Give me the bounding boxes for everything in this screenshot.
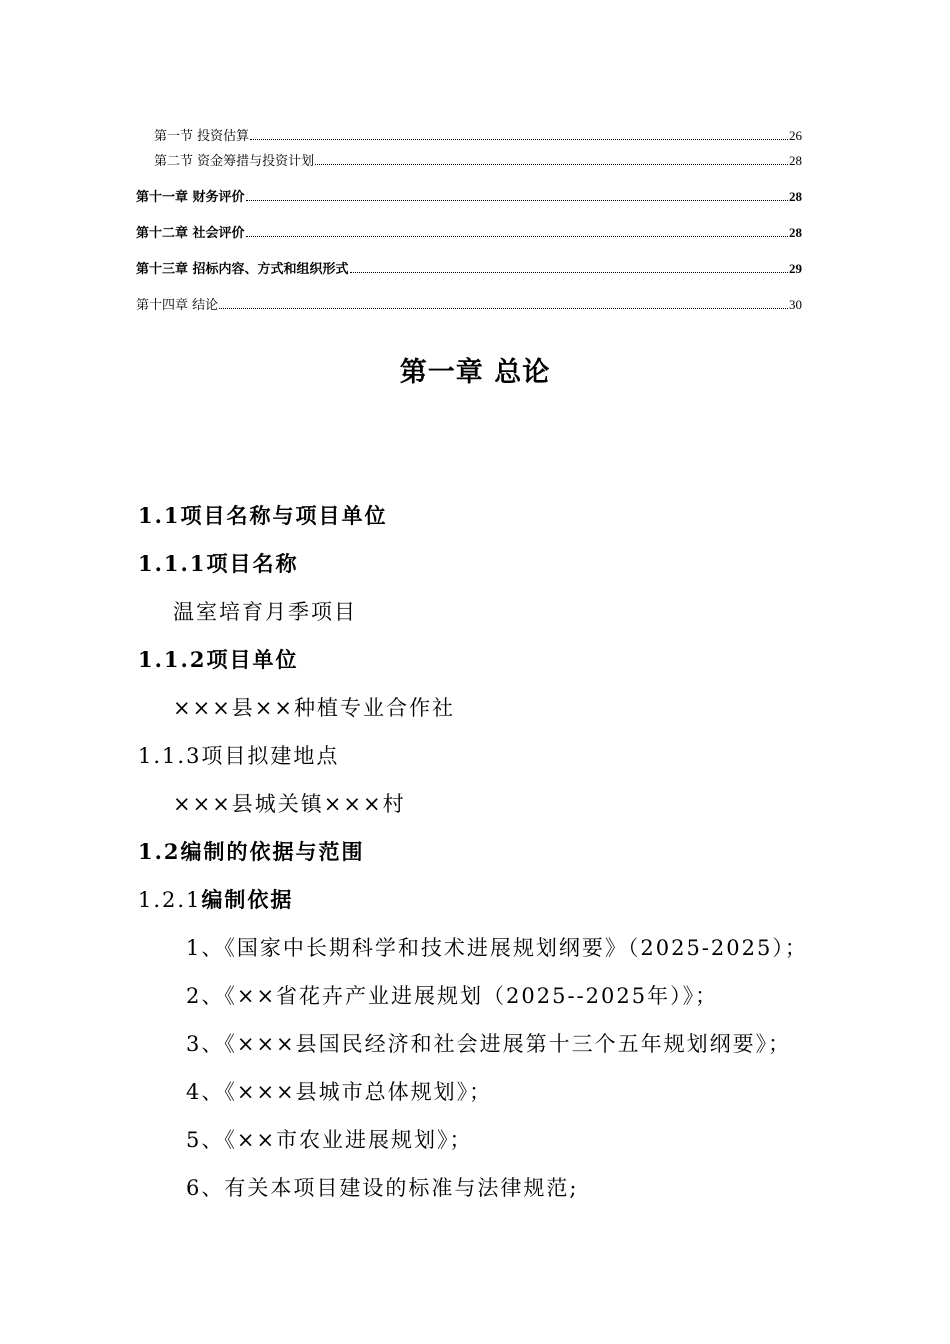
basis-item: 5、《××市农业进展规划》； [186,1128,473,1152]
toc-entry-label: 第十三章 招标内容、方式和组织形式 [136,262,349,277]
toc-entry-label: 第二节 资金筹措与投资计划 [154,154,315,169]
section-heading-1-1: 1.1项目名称与项目单位 [138,503,388,528]
toc-entry-label: 第十四章 结论 [136,298,219,313]
toc-leader-dots [246,236,788,237]
toc-entry-page: 28 [789,189,802,204]
section-title: 编制依据 [201,887,294,912]
toc-entry-label: 第十一章 财务评价 [136,190,245,205]
section-heading-1-1-3: 1.1.3项目拟建地点 [138,744,340,768]
project-location-text: ×××县城关镇×××村 [173,792,406,816]
basis-item: 3、《×××县国民经济和社会进展第十三个五年规划纲要》； [186,1032,792,1056]
toc-entry-page: 29 [789,261,802,276]
toc-leader-dots [219,308,788,309]
toc-leader-dots [250,139,788,140]
section-number: 1.2.1 [138,888,202,912]
project-name-text: 温室培育月季项目 [173,600,357,624]
toc-leader-dots [350,272,788,273]
toc-leader-dots [246,200,788,201]
toc-entry-page: 26 [789,128,802,143]
basis-item: 2、《××省花卉产业进展规划（2025--2025年）》； [186,984,719,1008]
basis-item: 6、有关本项目建设的标准与法律规范; [186,1176,579,1200]
toc-entry[interactable] [136,293,802,318]
toc-entry[interactable] [136,124,802,149]
toc-entry-page: 30 [789,297,802,312]
toc-entry-page: 28 [789,225,802,240]
basis-item: 1、《国家中长期科学和技术进展规划纲要》（2025-2025）； [186,936,808,960]
toc-entry[interactable] [136,221,802,246]
table-of-contents [136,124,802,318]
toc-entry[interactable] [136,149,802,174]
toc-entry-label: 第一节 投资估算 [154,129,250,144]
chapter-title: 第一章 总论 [399,357,551,388]
toc-entry-page: 28 [789,153,802,168]
toc-leader-dots [315,164,788,165]
basis-item: 4、《×××县城市总体规划》； [186,1080,493,1104]
project-unit-text: ×××县××种植专业合作社 [173,696,455,720]
toc-entry-label: 第十二章 社会评价 [136,226,245,241]
section-heading-1-2: 1.2编制的依据与范围 [138,839,365,864]
section-heading-1-1-2: 1.1.2项目单位 [138,647,299,672]
toc-entry[interactable] [136,185,802,210]
toc-entry[interactable] [136,257,802,282]
section-heading-1-1-1: 1.1.1项目名称 [138,551,299,576]
section-heading-1-2-1 [138,884,293,914]
